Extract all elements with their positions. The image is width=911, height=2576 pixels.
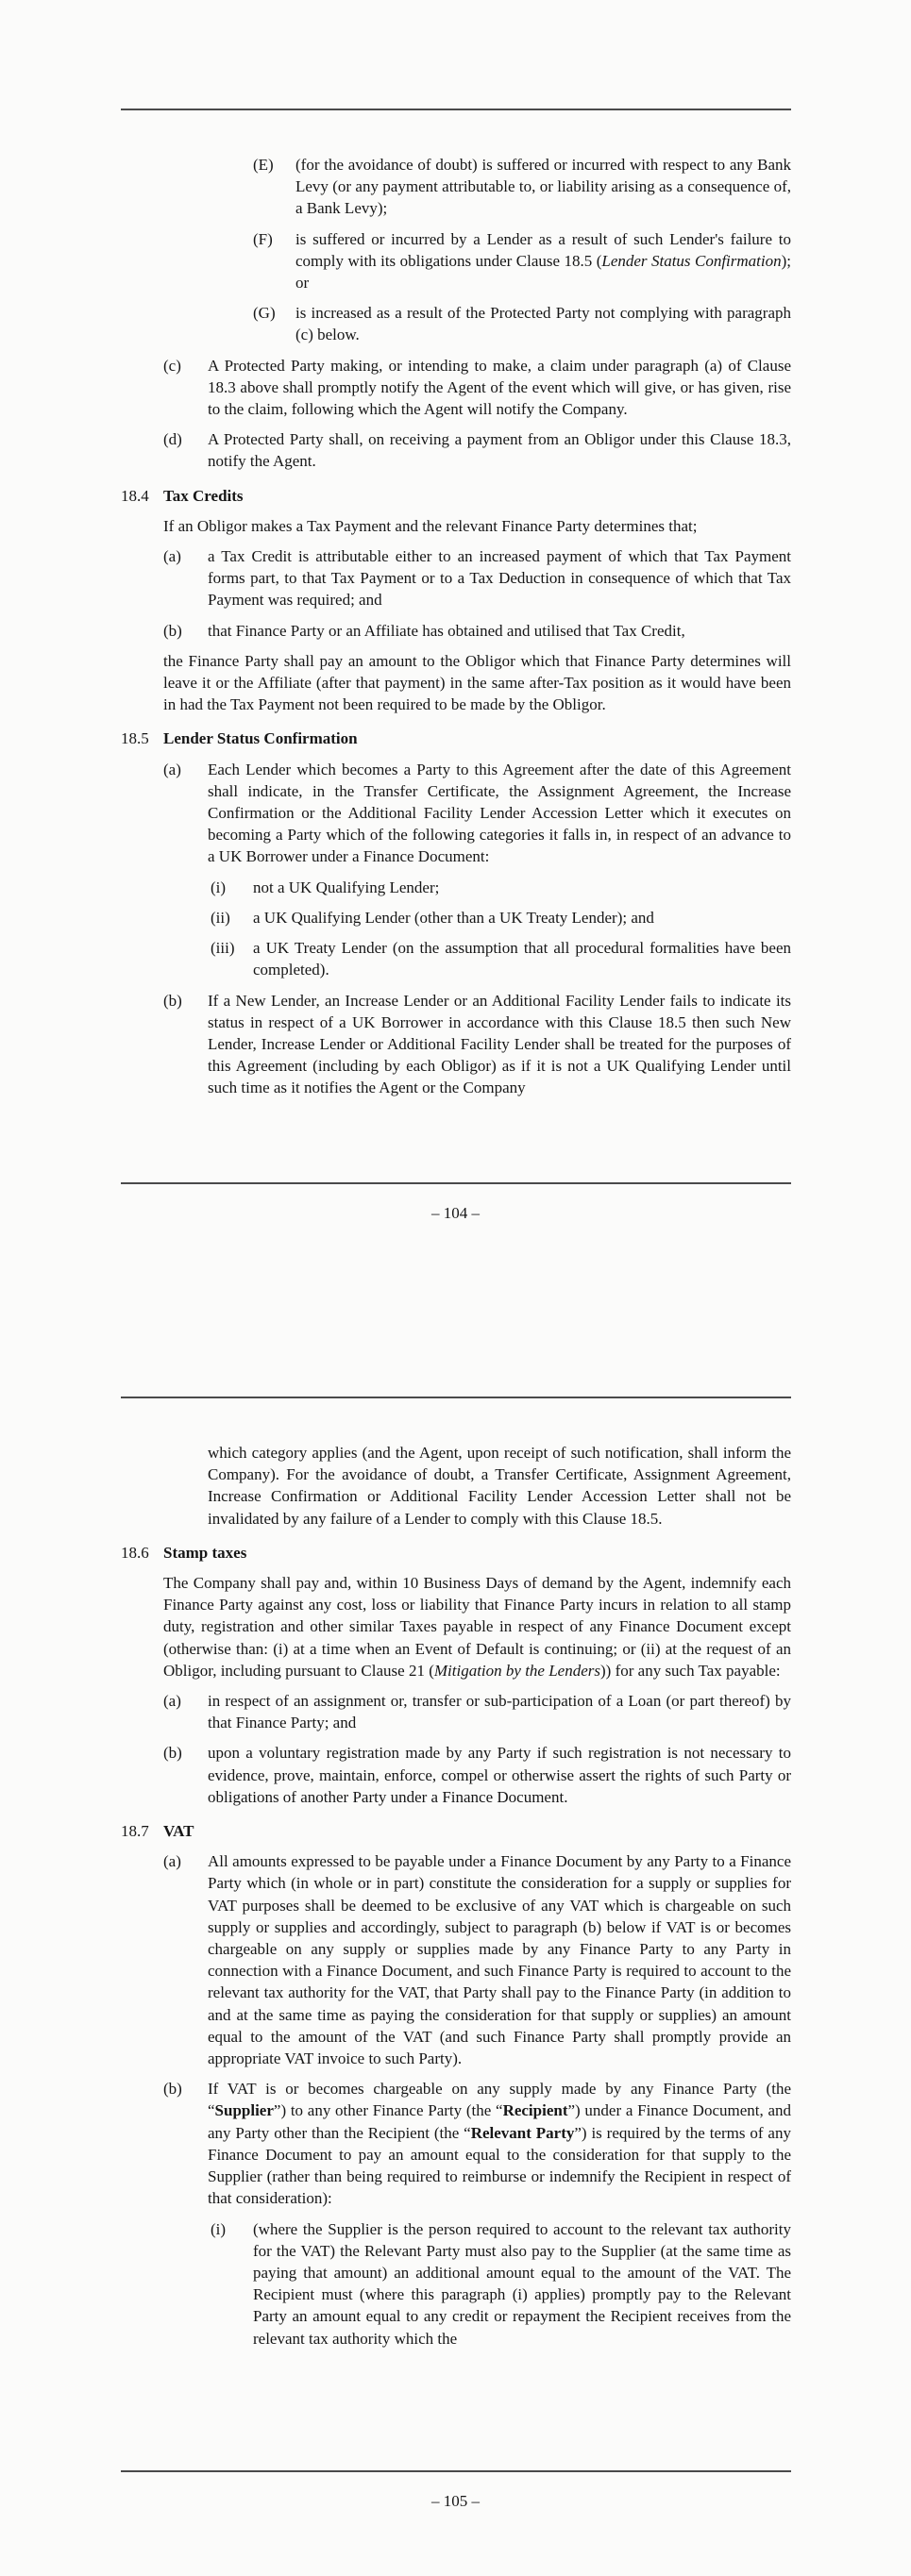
item-text [295,228,791,294]
clause-title: Tax Credits [163,486,244,505]
item-marker: (i) [211,2219,227,2238]
clause-number: 18.4 [121,486,149,505]
clause-item-a-18-7 [121,1850,791,2069]
text-run: is suffered or incurred by a Lender as a result of such Lender's failure to comply with its obligations under Clause 18.5 ( [295,229,791,270]
item-text: that Finance Party or an Affiliate has obtained and utilised that Tax Credit, [208,621,685,640]
text-run-italic: Mitigation by the Lenders [433,1661,600,1680]
text-run-bold: Recipient [502,2101,568,2120]
item-marker: (b) [163,991,182,1010]
item-text: a UK Qualifying Lender (other than a UK Treaty Lender); and [253,908,654,927]
page-footer-rule [121,2470,791,2472]
paragraph-text: If an Obligor makes a Tax Payment and the relevant Finance Party determines that; [163,516,698,535]
text-run: ”) is required by the terms of any Finance Document to pay an amount equal to the consideration for that supply to the Supplier (rather than being required to reimburse or indemnify the Recipient in respect of that consideration): [208,2123,791,2208]
page-105 [0,1288,911,2576]
paragraph-continuation-18-5-b [121,1442,791,1530]
clause-item-a-18-6 [121,1690,791,1733]
clause-item-F [121,228,791,294]
item-text: (for the avoidance of doubt) is suffered or incurred with respect to any Bank Levy (or any payment attributable to, or liability arising as a consequence of, a Bank Levy); [295,156,791,218]
item-text: upon a voluntary registration made by any Party if such registration is not necessary to evidence, prove, maintain, enforce, compel or otherwise assert the rights of such Party or obligations of another Party under a Finance Document. [208,1744,791,1806]
item-marker: (ii) [211,908,230,927]
item-text: is increased as a result of the Protected Party not complying with paragraph (c) below. [295,304,791,344]
paragraph-text: which category applies (and the Agent, upon receipt of such notification, shall inform the Company). For the avoidance of doubt, a Transfer Certificate, Assignment Agreement, Increase Confirmation or Additional Facility Lender Accession Letter shall not be invalidated by any failure of a Lender to comply with this Clause 18.5. [208,1444,791,1528]
clause-item-E [121,154,791,220]
clause-item-d [121,428,791,472]
text-run: ”) to any other Finance Party (the “ [273,2101,503,2120]
clause-item-i-18-7 [121,2218,791,2350]
paragraph-text: the Finance Party shall pay an amount to the Obligor which that Finance Party determines will leave it or the Affiliate (after that payment) in the same after-Tax position as it would have been in had the Tax Payment not been required to be made by the Obligor. [163,651,791,714]
clause-heading-18-7 [121,1820,791,1842]
item-marker: (b) [163,1744,182,1763]
clause-number: 18.6 [121,1543,149,1562]
clause-item-iii-18-5 [121,937,791,980]
item-text: A Protected Party shall, on receiving a payment from an Obligor under this Clause 18.3, notify the Agent. [208,430,791,471]
clause-item-G [121,302,791,345]
item-marker: (c) [163,356,181,375]
item-marker: (a) [163,1852,181,1871]
paragraph-closing-18-4 [121,650,791,716]
clause-item-i-18-5 [121,877,791,898]
paragraph-intro-18-4 [121,515,791,537]
item-marker: (iii) [211,939,235,958]
page-header-rule [121,109,791,110]
text-run-bold: Supplier [214,2101,274,2120]
item-marker: (a) [163,1692,181,1711]
paragraph-body-18-6 [121,1572,791,1681]
text-run: )) for any such Tax payable: [600,1661,781,1680]
clause-item-b-18-6 [121,1742,791,1808]
item-text: If a New Lender, an Increase Lender or an Additional Facility Lender fails to indicate its status in respect of a UK Borrower in accordance with this Clause 18.5 then such New Lender, Increase Lender or Additional Facility Lender shall be treated for the purposes of this Agreement (including by each Obligor) as if it is not a UK Qualifying Lender until such time as it notifies the Agent or the Company [208,991,791,1097]
clause-item-c [121,355,791,421]
item-marker: (a) [163,760,181,778]
clause-title: VAT [163,1822,194,1841]
text-run: ”) under a Finance Document, and any Party other than the Recipient (the “ [208,2101,792,2142]
clause-item-b-18-4 [121,620,791,642]
item-marker: (F) [253,229,273,248]
text-run: The Company shall pay and, within 10 Business Days of demand by the Agent, indemnify each Finance Party against any cost, loss or liability that Finance Party incurs in relation to all stamp duty, registration and other similar Taxes payable in respect of any Finance Document except (otherwise than: (i) at a time when an Event of Default is continuing; or (ii) at the request of an Obligor, including pursuant to Clause 21 ( [163,1574,791,1680]
clause-number: 18.5 [121,729,149,748]
item-marker: (G) [253,304,276,323]
item-text: in respect of an assignment or, transfer or sub-participation of a Loan (or part thereof) by that Finance Party; and [208,1692,791,1732]
item-marker: (b) [163,621,182,640]
clause-item-a-18-4 [121,545,791,611]
item-text: not a UK Qualifying Lender; [253,878,440,896]
paragraph-text [163,1572,791,1681]
clause-heading-18-4 [121,485,791,507]
clause-number: 18.7 [121,1822,149,1841]
item-text [208,2078,791,2209]
clause-item-b-18-5 [121,990,791,1099]
clause-item-b-18-7 [121,2078,791,2209]
clause-title: Stamp taxes [163,1543,247,1562]
page-number-105: – 105 – [431,2492,480,2510]
item-text: a Tax Credit is attributable either to an increased payment of which that Tax Payment forms part, to that Tax Payment or to a Tax Deduction in consequence of which that Tax Payment was required; and [208,547,791,610]
item-text: (where the Supplier is the person required to account to the relevant tax authority for the VAT) the Relevant Party must also pay to the Supplier (at the same time as paying that amount) an additional amount equal to the amount of the VAT. The Recipient must (where this paragraph (i) applies) promptly pay to the Relevant Party an amount equal to any credit or repayment the Recipient receives from the relevant tax authority which the [253,2219,791,2348]
page-105-content [121,1442,791,2350]
page-footer-rule [121,1182,791,1184]
item-marker: (d) [163,430,182,449]
text-run: If VAT is or becomes chargeable on any supply made by any Finance Party (the “ [208,2080,791,2120]
item-marker: (i) [211,878,227,896]
item-text: All amounts expressed to be payable under a Finance Document by any Party to a Finance Party which (in whole or in part) constitute the consideration for a supply or supplies for VAT purposes shall be deemed to be exclusive of any VAT which is chargeable on such supply or supplies and accordingly, subject to paragraph (b) below if VAT is or becomes chargeable on any supply or supplies made by any Finance Party to any Party in connection with a Finance Document, and such Finance Party is required to account to the relevant tax authority for the VAT, that Party shall pay to the Finance Party (in addition to and at the same time as paying the consideration for that supply or supplies) an amount equal to the amount of the VAT (and such Finance Party shall promptly provide an appropriate VAT invoice to such Party). [208,1852,791,2068]
page-104-content [121,154,791,1099]
page-number-104: – 104 – [431,1204,480,1222]
item-marker: (b) [163,2080,182,2099]
text-run-bold: Relevant Party [470,2123,575,2142]
clause-heading-18-6 [121,1542,791,1564]
item-text: a UK Treaty Lender (on the assumption that all procedural formalities have been completed). [253,939,791,979]
item-text: A Protected Party making, or intending to make, a claim under paragraph (a) of Clause 18.3 above shall promptly notify the Agent of the event which will give, or has given, rise to the claim, following which the Agent will notify the Company. [208,356,791,419]
item-text: Each Lender which becomes a Party to this Agreement after the date of this Agreement shall indicate, in the Transfer Certificate, the Assignment Agreement, the Increase Confirmation or the Additional Facility Lender Accession Letter which it executes on becoming a Party which of the following categories it falls in, in respect of an advance to a UK Borrower under a Finance Document: [208,760,791,866]
clause-item-ii-18-5 [121,907,791,928]
clause-heading-18-5 [121,728,791,749]
item-marker: (E) [253,156,274,174]
item-marker: (a) [163,547,181,566]
clause-item-a-18-5 [121,759,791,868]
text-run: ); or [295,251,791,293]
clause-title: Lender Status Confirmation [163,729,358,748]
page-header-rule [121,1397,791,1398]
text-run-italic: Lender Status Confirmation [601,251,782,270]
